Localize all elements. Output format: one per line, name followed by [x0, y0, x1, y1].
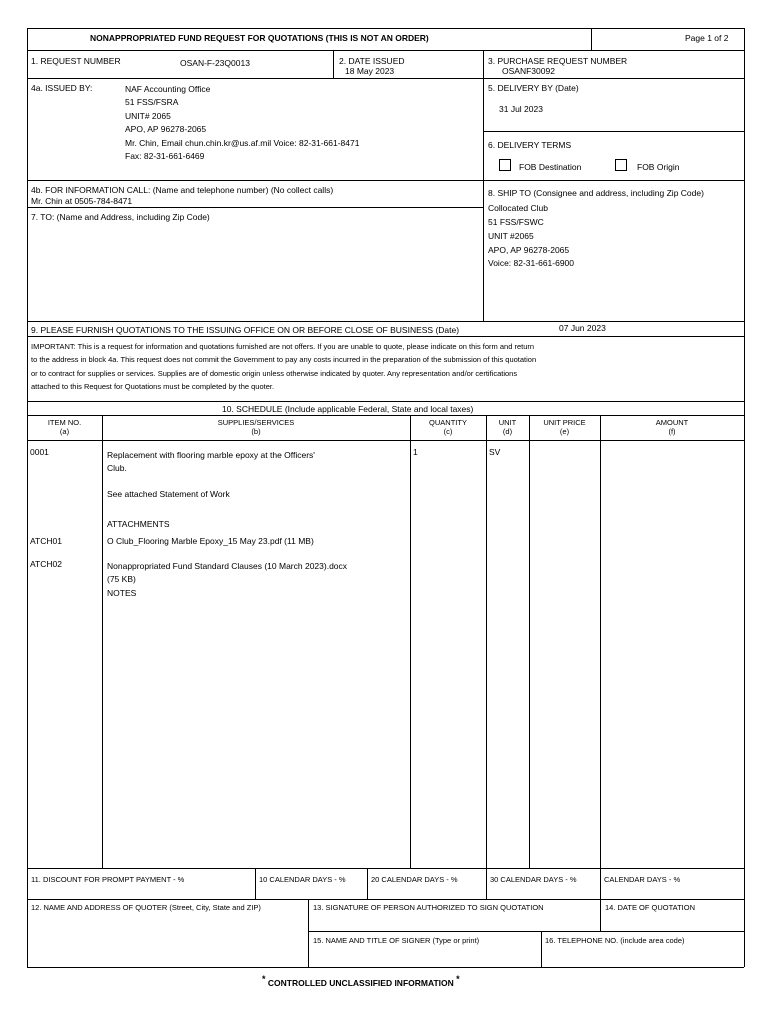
divider [367, 868, 368, 899]
col-header-sub: (c) [443, 427, 453, 436]
page-number: Page 1 of 2 [685, 33, 729, 43]
divider [27, 180, 744, 181]
ship-to-line: 51 FSS/FSWC [488, 217, 544, 227]
date-issued-label: 2. DATE ISSUED [339, 56, 405, 66]
col-header-unit-price [529, 418, 600, 436]
ship-to-line: Voice: 82-31-661-6900 [488, 258, 575, 268]
statement-of-work: See attached Statement of Work [107, 489, 230, 499]
fob-destination-label: FOB Destination [519, 162, 582, 172]
issued-by-line: APO, AP 96278-2065 [125, 124, 207, 134]
divider [483, 50, 484, 321]
discount-30-days: 30 CALENDAR DAYS - % [490, 875, 577, 884]
divider [27, 899, 744, 900]
discount-20-days: 20 CALENDAR DAYS - % [371, 875, 458, 884]
delivery-by-date: 31 Jul 2023 [499, 104, 543, 114]
attachment-id: ATCH02 [30, 559, 62, 569]
col-divider [600, 415, 601, 868]
form-title: NONAPPROPRIATED FUND REQUEST FOR QUOTATIONS (THIS IS NOT AN ORDER) [90, 33, 429, 43]
attachment-desc: O Club_Flooring Marble Epoxy_15 May 23.pdf (11 MB) [107, 536, 314, 546]
issued-by-line: 51 FSS/FSRA [125, 97, 179, 107]
item-quantity: 1 [413, 447, 418, 457]
important-line: IMPORTANT: This is a request for information and quotations furnished are not offers. If you are unable to quote, please indicate on this form and return [31, 342, 535, 351]
divider [27, 50, 744, 51]
notes-label: NOTES [107, 588, 137, 598]
purchase-request-number: OSANF30092 [502, 66, 555, 76]
divider [541, 931, 542, 967]
col-header-sub: (e) [559, 427, 570, 436]
fob-origin-checkbox[interactable] [615, 159, 627, 171]
divider [591, 28, 592, 50]
issued-by-line: UNIT# 2065 [125, 111, 171, 121]
divider [27, 321, 744, 322]
date-issued: 18 May 2023 [345, 66, 395, 76]
divider [600, 899, 601, 931]
item-number: 0001 [30, 447, 49, 457]
footer-marking-text: CONTROLLED UNCLASSIFIED INFORMATION [267, 977, 454, 988]
col-header-unit [486, 418, 529, 436]
frame-right [744, 28, 745, 967]
footer-star: * [262, 974, 266, 984]
divider [27, 440, 744, 441]
signer-name-label: 15. NAME AND TITLE OF SIGNER (Type or print) [313, 936, 480, 945]
divider [600, 868, 601, 899]
item-description: Replacement with flooring marble epoxy at the Officers' Club. [107, 450, 315, 473]
divider [483, 131, 744, 132]
telephone-label: 16. TELEPHONE NO. (include area code) [545, 936, 685, 945]
important-line: or to contract for supplies or services. Supplies are of domestic origin unless otherwise indicated by quoter. Any representation and/or certifications [31, 369, 518, 378]
signature-label: 13. SIGNATURE OF PERSON AUTHORIZED TO SIGN QUOTATION [313, 903, 544, 912]
quotation-date-label: 14. DATE OF QUOTATION [605, 903, 696, 912]
attachments-label: ATTACHMENTS [107, 519, 170, 529]
delivery-terms-label: 6. DELIVERY TERMS [488, 140, 572, 150]
divider [27, 415, 744, 416]
info-call-value: Mr. Chin at 0505-784-8471 [31, 196, 133, 206]
discount-label: 11. DISCOUNT FOR PROMPT PAYMENT - % [31, 875, 185, 884]
col-header-label: UNIT PRICE [543, 418, 586, 427]
divider [255, 868, 256, 899]
col-header-label: ITEM NO. [47, 418, 82, 427]
issued-by-line: Mr. Chin, Email chun.chin.kr@us.af.mil Voice: 82-31-661-8471 [125, 138, 360, 148]
col-divider [410, 415, 411, 868]
col-header-sub: (d) [502, 427, 513, 436]
divider [27, 401, 744, 402]
item-unit: SV [489, 447, 501, 457]
frame-left [27, 28, 28, 967]
schedule-title: 10. SCHEDULE (Include applicable Federal, State and local taxes) [222, 404, 474, 414]
ship-to-label: 8. SHIP TO (Consignee and address, including Zip Code) [488, 188, 704, 198]
col-header-item [27, 418, 102, 436]
attachment-desc: Nonappropriated Fund Standard Clauses (10 March 2023).docx (75 KB) [107, 561, 348, 584]
purchase-request-label: 3. PURCHASE REQUEST NUMBER [488, 56, 628, 66]
request-number-label: 1. REQUEST NUMBER [31, 56, 121, 66]
col-header-label: AMOUNT [655, 418, 689, 427]
ship-to-line: UNIT #2065 [488, 231, 534, 241]
col-header-sub: (f) [668, 427, 676, 436]
issued-by-line: NAF Accounting Office [125, 84, 211, 94]
ship-to-line: Collocated Club [488, 203, 549, 213]
issued-by-label: 4a. ISSUED BY: [31, 83, 93, 93]
discount-10-days: 10 CALENDAR DAYS - % [259, 875, 346, 884]
col-header-supplies [102, 418, 410, 436]
furnish-date: 07 Jun 2023 [559, 323, 606, 333]
frame-bottom [27, 967, 744, 968]
attachment-id: ATCH01 [30, 536, 62, 546]
divider [308, 899, 309, 967]
info-call-label: 4b. FOR INFORMATION CALL: (Name and telephone number) (No collect calls) [31, 185, 334, 195]
quoter-name-address-label: 12. NAME AND ADDRESS OF QUOTER (Street, City, State and ZIP) [31, 903, 261, 912]
col-divider [102, 415, 103, 868]
divider [333, 50, 334, 78]
issued-by-line: Fax: 82-31-661-6469 [125, 151, 205, 161]
fob-origin-label: FOB Origin [637, 162, 680, 172]
divider [27, 207, 483, 208]
frame-top [27, 28, 744, 29]
col-header-sub: (a) [59, 427, 70, 436]
col-header-label: QUANTITY [429, 418, 467, 427]
ship-to-line: APO, AP 96278-2065 [488, 245, 570, 255]
request-number: OSAN-F-23Q0013 [180, 58, 250, 68]
divider [308, 931, 744, 932]
important-line: attached to this Request for Quotations must be completed by the quoter. [31, 382, 275, 391]
col-header-label: UNIT [498, 418, 517, 427]
footer-marking [262, 974, 460, 988]
furnish-label: 9. PLEASE FURNISH QUOTATIONS TO THE ISSUING OFFICE ON OR BEFORE CLOSE OF BUSINESS (Date) [31, 325, 460, 335]
divider [27, 868, 744, 869]
col-header-quantity [410, 418, 486, 436]
col-divider [486, 415, 487, 868]
important-line: to the address in block 4a. This request does not commit the Government to pay any costs incurred in the preparation of the submission of this quotation [31, 355, 537, 364]
discount-calendar-days: CALENDAR DAYS - % [604, 875, 681, 884]
fob-destination-checkbox[interactable] [499, 159, 511, 171]
col-divider [529, 415, 530, 868]
col-header-label: SUPPLIES/SERVICES [217, 418, 295, 427]
to-label: 7. TO: (Name and Address, including Zip Code) [31, 212, 210, 222]
divider [486, 868, 487, 899]
col-header-sub: (b) [251, 427, 261, 436]
divider [27, 336, 744, 337]
divider [27, 78, 744, 79]
col-header-amount [600, 418, 744, 436]
delivery-by-label: 5. DELIVERY BY (Date) [488, 83, 579, 93]
footer-star: * [456, 974, 460, 984]
